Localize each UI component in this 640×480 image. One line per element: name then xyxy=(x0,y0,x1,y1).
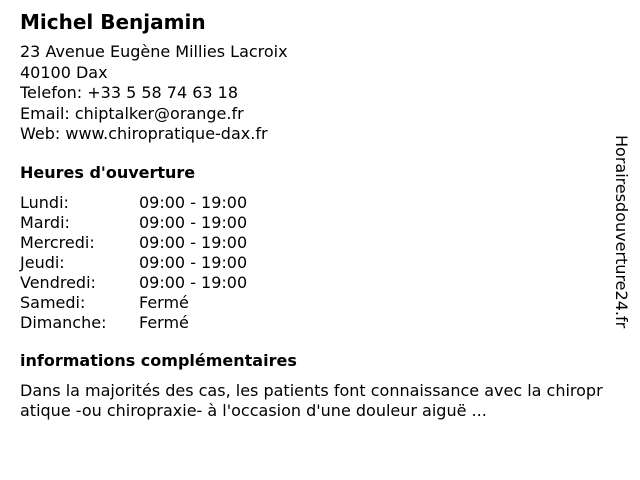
watermark-text: Horairesdouverture24.fr xyxy=(612,135,631,329)
hours-day-label: Mercredi: xyxy=(20,232,95,252)
opening-hours-table xyxy=(20,193,610,333)
hours-time-value: Fermé xyxy=(139,292,189,312)
hours-day-label: Lundi: xyxy=(20,192,69,212)
hours-day-label: Vendredi: xyxy=(20,272,96,292)
additional-info-text: Dans la majorités des cas, les patients font connaissance avec la chiropratique -ou chiropraxie- à l'occasion d'une douleur aiguë ... xyxy=(20,380,603,420)
hours-row-tuesday xyxy=(20,213,610,233)
contact-block xyxy=(20,42,610,145)
site-watermark xyxy=(611,135,631,345)
hours-row-wednesday xyxy=(20,233,610,253)
additional-info-heading: informations complémentaires xyxy=(20,350,297,370)
phone-text: Telefon: +33 5 58 74 63 18 xyxy=(20,83,239,102)
hours-day-label: Mardi: xyxy=(20,212,70,232)
business-name: Michel Benjamin xyxy=(20,10,206,34)
hours-row-friday xyxy=(20,273,610,293)
hours-row-sunday xyxy=(20,313,610,333)
hours-day-label: Jeudi: xyxy=(20,252,65,272)
hours-time-value: 09:00 - 19:00 xyxy=(139,272,248,292)
hours-time-value: 09:00 - 19:00 xyxy=(139,192,248,212)
hours-row-monday xyxy=(20,193,610,213)
hours-time-value: 09:00 - 19:00 xyxy=(139,252,248,272)
hours-row-saturday xyxy=(20,293,610,313)
address-street: 23 Avenue Eugène Millies Lacroix xyxy=(20,42,288,61)
email-text: Email: chiptalker@orange.fr xyxy=(20,103,244,123)
hours-day-label: Dimanche: xyxy=(20,312,107,332)
opening-hours-heading: Heures d'ouverture xyxy=(20,162,196,182)
hours-time-value: Fermé xyxy=(139,312,189,332)
website-text: Web: www.chiropratique-dax.fr xyxy=(20,124,268,143)
hours-time-value: 09:00 - 19:00 xyxy=(139,212,248,232)
hours-row-thursday xyxy=(20,253,610,273)
hours-time-value: 09:00 - 19:00 xyxy=(139,232,248,252)
business-details xyxy=(20,10,610,422)
hours-day-label: Samedi: xyxy=(20,292,86,312)
address-city: 40100 Dax xyxy=(20,62,108,82)
